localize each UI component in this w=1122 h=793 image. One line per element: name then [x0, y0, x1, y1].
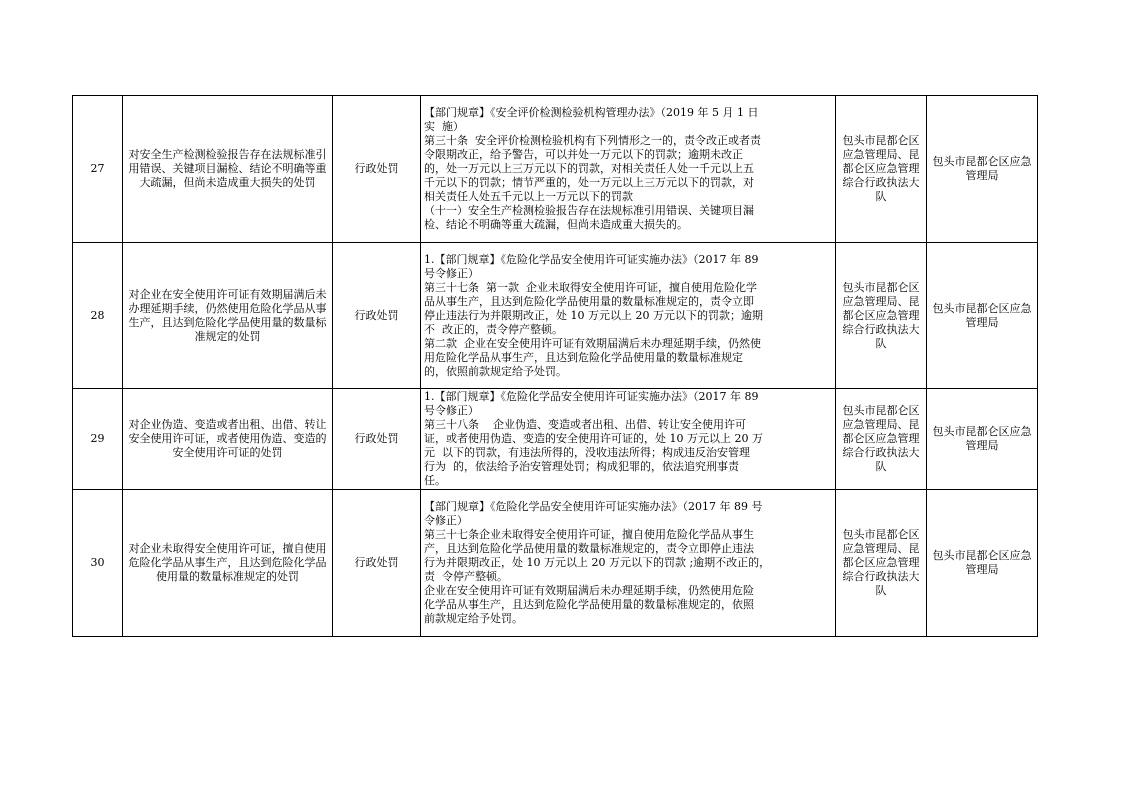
- basis-line: 企业在安全使用许可证有效期届满后未办理延期手续，仍然使用危险: [424, 584, 754, 597]
- basis-line: 千元以下的罚款；情节严重的，处一万元以上三万元以下的罚款，对: [424, 176, 754, 189]
- enforcement-body: 包头市昆都仑区应急管理局、昆都仑区应急管理综合行政执法大队: [836, 243, 927, 389]
- legal-basis: [421, 490, 836, 637]
- basis-line: 令修正）: [424, 514, 468, 527]
- penalty-table: [72, 95, 1038, 637]
- penalty-item: 对企业在安全使用许可证有效期届满后未办理延期手续，仍然使用危险化学品从事生产，且达到危险化学品使用量的数量标准规定的处罚: [123, 243, 333, 389]
- basis-line: 用危险化学品从事生产，且达到危险化学品使用量的数量标准规定: [424, 350, 743, 364]
- row-number: 29: [73, 389, 123, 490]
- basis-line: 第三十七条企业未取得安全使用许可证，擅自使用危险化学品从事生: [424, 528, 754, 541]
- basis-line: 第三十八条 企业伪造、变造或者出租、出借、转让安全使用许可: [424, 418, 746, 431]
- basis-line: 号令修正）: [424, 404, 479, 417]
- basis-line: 化学品从事生产，且达到危险化学品使用量的数量标准规定的，依照: [424, 598, 754, 611]
- penalty-type: 行政处罚: [333, 389, 421, 490]
- basis-line: 元 以下的罚款，有违法所得的，没收违法所得；构成违反治安管理: [424, 446, 750, 459]
- basis-line: 检、结论不明确等重大疏漏，但尚未造成重大损失的。: [424, 218, 688, 231]
- penalty-type: 行政处罚: [333, 96, 421, 243]
- basis-line: 第三十条 安全评价检测检验机构有下列情形之一的，责令改正或者责: [424, 134, 761, 147]
- penalty-item: 对企业未取得安全使用许可证，擅自使用危险化学品从事生产，且达到危险化学品使用量的数量标准规定的处罚: [123, 490, 333, 637]
- basis-line: 责 令停产整顿。: [424, 570, 508, 583]
- basis-line: 前款规定给予处罚。: [424, 612, 523, 625]
- responsible-department: 包头市昆都仑区应急管理局: [927, 490, 1038, 637]
- responsible-department: 包头市昆都仑区应急管理局: [927, 389, 1038, 490]
- basis-line: 证，或者使用伪造、变造的安全使用许可证的，处 10 万元以上 20 万: [424, 432, 763, 445]
- basis-line: 号令修正）: [424, 266, 479, 280]
- legal-basis: [421, 243, 836, 389]
- row-number: 27: [73, 96, 123, 243]
- basis-line: 的，依照前款规定给予处罚。: [424, 364, 567, 378]
- penalty-item: 对安全生产检测检验报告存在法规标准引用错误、关键项目漏检、结论不明确等重大疏漏，但尚未造成重大损失的处罚: [123, 96, 333, 243]
- basis-line: 任。: [424, 474, 446, 487]
- enforcement-body: 包头市昆都仑区应急管理局、昆都仑区应急管理综合行政执法大队: [836, 389, 927, 490]
- penalty-type: 行政处罚: [333, 490, 421, 637]
- basis-line: 相关责任人处五千元以上一万元以下的罚款: [424, 190, 633, 203]
- table-row: [73, 96, 1038, 243]
- legal-basis: [421, 389, 836, 490]
- basis-line: 【部门规章】《危险化学品安全使用许可证实施办法》（2017 年 89 号: [424, 500, 763, 513]
- basis-line: 1.【部门规章】《危险化学品安全使用许可证实施办法》（2017 年 89: [424, 252, 759, 266]
- responsible-department: 包头市昆都仑区应急管理局: [927, 243, 1038, 389]
- basis-line: 产，且达到危险化学品使用量的数量标准规定的，责令立即停止违法: [424, 542, 754, 555]
- basis-line: 的，处一万元以上三万元以下的罚款，对相关责任人处一千元以上五: [424, 162, 754, 175]
- basis-line: 令限期改正，给予警告，可以并处一万元以下的罚款；逾期未改正: [424, 148, 743, 161]
- penalty-item: 对企业伪造、变造或者出租、出借、转让安全使用许可证，或者使用伪造、变造的安全使用许可证的处罚: [123, 389, 333, 490]
- table-row: [73, 243, 1038, 389]
- basis-line: 不 改正的，责令停产整顿。: [424, 322, 563, 336]
- basis-line: 行为并限期改正，处 10 万元以上 20 万元以下的罚款 ;逾期不改正的，: [424, 556, 771, 569]
- row-number: 28: [73, 243, 123, 389]
- table-row: [73, 389, 1038, 490]
- legal-basis: [421, 96, 836, 243]
- responsible-department: 包头市昆都仑区应急管理局: [927, 96, 1038, 243]
- enforcement-body: 包头市昆都仑区应急管理局、昆都仑区应急管理综合行政执法大队: [836, 490, 927, 637]
- basis-line: （十一）安全生产检测检验报告存在法规标准引用错误、关键项目漏: [424, 204, 754, 217]
- basis-line: 1.【部门规章】《危险化学品安全使用许可证实施办法》（2017 年 89: [424, 390, 759, 403]
- basis-line: 【部门规章】《安全评价检测检验机构管理办法》（2019 年 5 月 1 日: [424, 106, 759, 119]
- basis-line: 第二款 企业在安全使用许可证有效期届满后未办理延期手续，仍然使: [424, 336, 761, 350]
- penalty-type: 行政处罚: [333, 243, 421, 389]
- basis-line: 实 施）: [424, 120, 464, 133]
- basis-line: 行为 的，依法给予治安管理处罚；构成犯罪的，依法追究刑事责: [424, 460, 739, 473]
- enforcement-body: 包头市昆都仑区应急管理局、昆都仑区应急管理综合行政执法大队: [836, 96, 927, 243]
- basis-line: 第三十七条 第一款 企业未取得安全使用许可证，擅自使用危险化学: [424, 280, 757, 294]
- row-number: 30: [73, 490, 123, 637]
- basis-line: 停止违法行为并限期改正，处 10 万元以上 20 万元以下的罚款；逾期: [424, 308, 763, 322]
- table-row: [73, 490, 1038, 637]
- basis-line: 品从事生产，且达到危险化学品使用量的数量标准规定的，责令立即: [424, 294, 754, 308]
